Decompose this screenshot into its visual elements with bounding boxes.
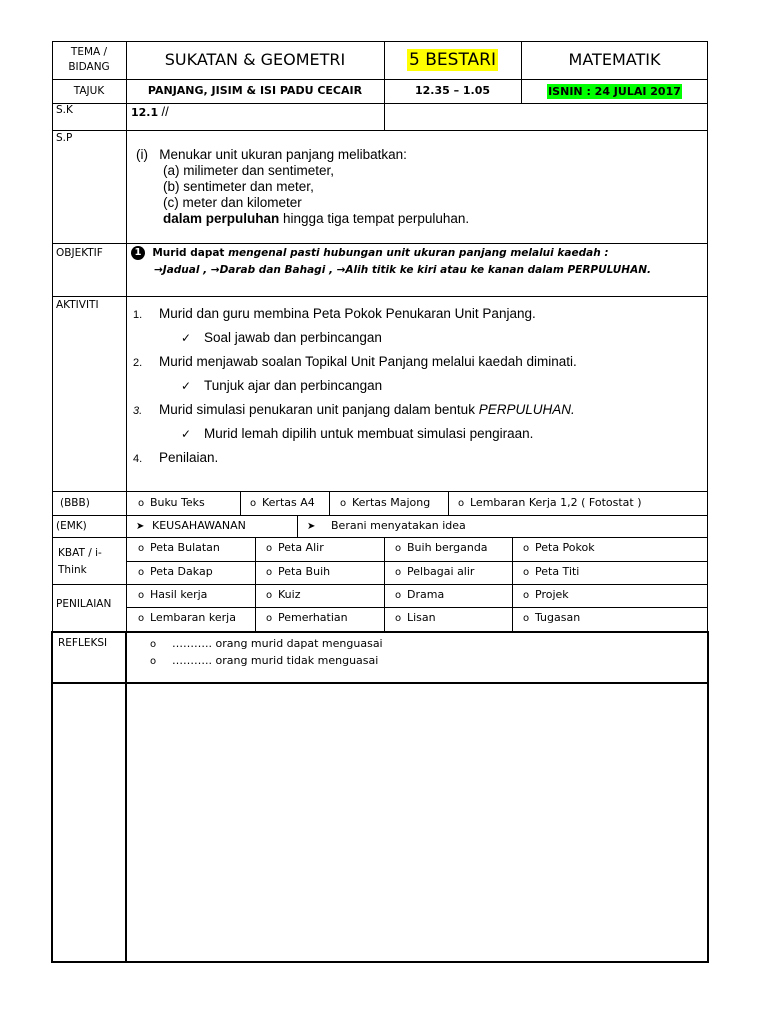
arrow-bullet-icon: ➤ (136, 521, 145, 532)
circle-bullet-icon: o (138, 567, 145, 578)
circle-bullet-icon: o (395, 590, 402, 601)
bbb-label: (BBB) (60, 497, 90, 509)
activity-substep: ✓ Murid lemah dipilih untuk membuat simulasi pengiraan. (181, 426, 534, 441)
kbat-item: o Buih berganda (395, 537, 488, 561)
penilaian-item: o Pemerhatian (266, 607, 348, 631)
objektif-label: OBJEKTIF (56, 247, 103, 259)
kbat-label: KBAT / i- Think (58, 547, 102, 576)
lesson-date: ISNIN : 24 JULAI 2017 (548, 85, 681, 98)
kbat-item: o Peta Titi (523, 561, 579, 584)
circle-bullet-icon: o (150, 656, 157, 667)
check-icon: ✓ (181, 427, 192, 441)
kbat-item: o Peta Pokok (523, 537, 595, 561)
kbat-item: o Peta Dakap (138, 561, 213, 584)
sp-content (136, 147, 696, 227)
circle-bullet-icon: o (150, 639, 157, 650)
circle-bullet-icon: o (340, 498, 347, 509)
circle-bullet-icon: o (266, 567, 273, 578)
emk-item: ➤ Berani menyatakan idea (307, 515, 466, 537)
penilaian-item: o Hasil kerja (138, 584, 207, 607)
emk-label: (EMK) (56, 520, 87, 532)
objektif-methods: →Jadual , →Darab dan Bahagi , →Alih titik ke kiri atau ke kanan dalam PERPULUHAN. (154, 264, 651, 276)
activity-step: 1. Murid dan guru membina Peta Pokok Penukaran Unit Panjang. (133, 306, 536, 321)
refleksi-item: o ……….. orang murid dapat menguasai (150, 636, 383, 653)
penilaian-item: o Lembaran kerja (138, 607, 236, 631)
aktiviti-label: AKTIVITI (56, 299, 99, 311)
activity-substep: ✓ Tunjuk ajar dan perbincangan (181, 378, 383, 393)
penilaian-item: o Projek (523, 584, 569, 607)
tema-label: TEMA / BIDANG (68, 46, 110, 73)
check-icon: ✓ (181, 331, 192, 345)
bbb-item: o Buku Teks (138, 491, 205, 515)
tema-value: SUKATAN & GEOMETRI (164, 50, 346, 69)
refleksi-item: o ……….. orang murid tidak menguasai (150, 653, 383, 670)
activity-step: 4. Penilaian. (133, 450, 219, 465)
emk-item: ➤ KEUSAHAWANAN (136, 515, 246, 537)
circle-bullet-icon: o (395, 567, 402, 578)
bbb-item: o Kertas A4 (250, 491, 315, 515)
circle-bullet-icon: o (138, 498, 145, 509)
sp-closing: dalam perpuluhan hingga tiga tempat perpuluhan. (163, 211, 470, 226)
subject-title: MATEMATIK (568, 50, 661, 69)
notes-area[interactable] (127, 684, 707, 961)
circle-bullet-icon: o (458, 498, 465, 509)
kbat-item: o Peta Bulatan (138, 537, 220, 561)
sp-item: (a) milimeter dan sentimeter, (163, 163, 335, 178)
arrow-bullet-icon: ➤ (307, 521, 316, 532)
aktiviti-list (133, 305, 701, 473)
check-icon: ✓ (181, 379, 192, 393)
sp-item: (b) sentimeter dan meter, (163, 179, 314, 194)
circle-bullet-icon: o (138, 590, 145, 601)
objective-number-badge: 1 (131, 246, 145, 260)
penilaian-item: o Lisan (395, 607, 436, 631)
objektif-content: 1 Murid dapat mengenal pasti hubungan unit ukuran panjang melalui kaedah : →Jadual , →Darab dan Bahagi , →Alih titik ke kiri atau ke kanan dalam PERPULUHAN. (131, 245, 701, 279)
sk-value: 12.1 // (131, 104, 169, 119)
bbb-item: o Lembaran Kerja 1,2 ( Fotostat ) (458, 491, 642, 515)
circle-bullet-icon: o (523, 590, 530, 601)
penilaian-item: o Kuiz (266, 584, 300, 607)
lesson-time: 12.35 – 1.05 (414, 84, 491, 97)
circle-bullet-icon: o (523, 567, 530, 578)
sp-intro: (i) Menukar unit ukuran panjang melibatkan: (136, 147, 407, 162)
kbat-item: o Peta Buih (266, 561, 330, 584)
bbb-item: o Kertas Majong (340, 491, 430, 515)
sp-item: (c) meter dan kilometer (163, 195, 302, 210)
circle-bullet-icon: o (266, 590, 273, 601)
class-name: 5 BESTARI (409, 50, 496, 70)
tajuk-value: PANJANG, JISIM & ISI PADU CECAIR (147, 84, 363, 97)
circle-bullet-icon: o (395, 613, 402, 624)
refleksi-list (150, 636, 383, 670)
circle-bullet-icon: o (523, 543, 530, 554)
circle-bullet-icon: o (138, 613, 145, 624)
kbat-item: o Pelbagai alir (395, 561, 474, 584)
penilaian-label: PENILAIAN (56, 598, 112, 610)
circle-bullet-icon: o (138, 543, 145, 554)
kbat-item: o Peta Alir (266, 537, 324, 561)
activity-step: 3. Murid simulasi penukaran unit panjang dalam bentuk PERPULUHAN. (133, 402, 575, 417)
circle-bullet-icon: o (250, 498, 257, 509)
sp-label: S.P (56, 132, 73, 144)
circle-bullet-icon: o (395, 543, 402, 554)
circle-bullet-icon: o (523, 613, 530, 624)
activity-substep: ✓ Soal jawab dan perbincangan (181, 330, 382, 345)
activity-step: 2. Murid menjawab soalan Topikal Unit Panjang melalui kaedah diminati. (133, 354, 577, 369)
circle-bullet-icon: o (266, 543, 273, 554)
circle-bullet-icon: o (266, 613, 273, 624)
refleksi-label: REFLEKSI (58, 637, 108, 649)
penilaian-item: o Tugasan (523, 607, 580, 631)
tajuk-label: TAJUK (73, 85, 105, 97)
penilaian-item: o Drama (395, 584, 444, 607)
sk-label: S.K (56, 104, 73, 116)
